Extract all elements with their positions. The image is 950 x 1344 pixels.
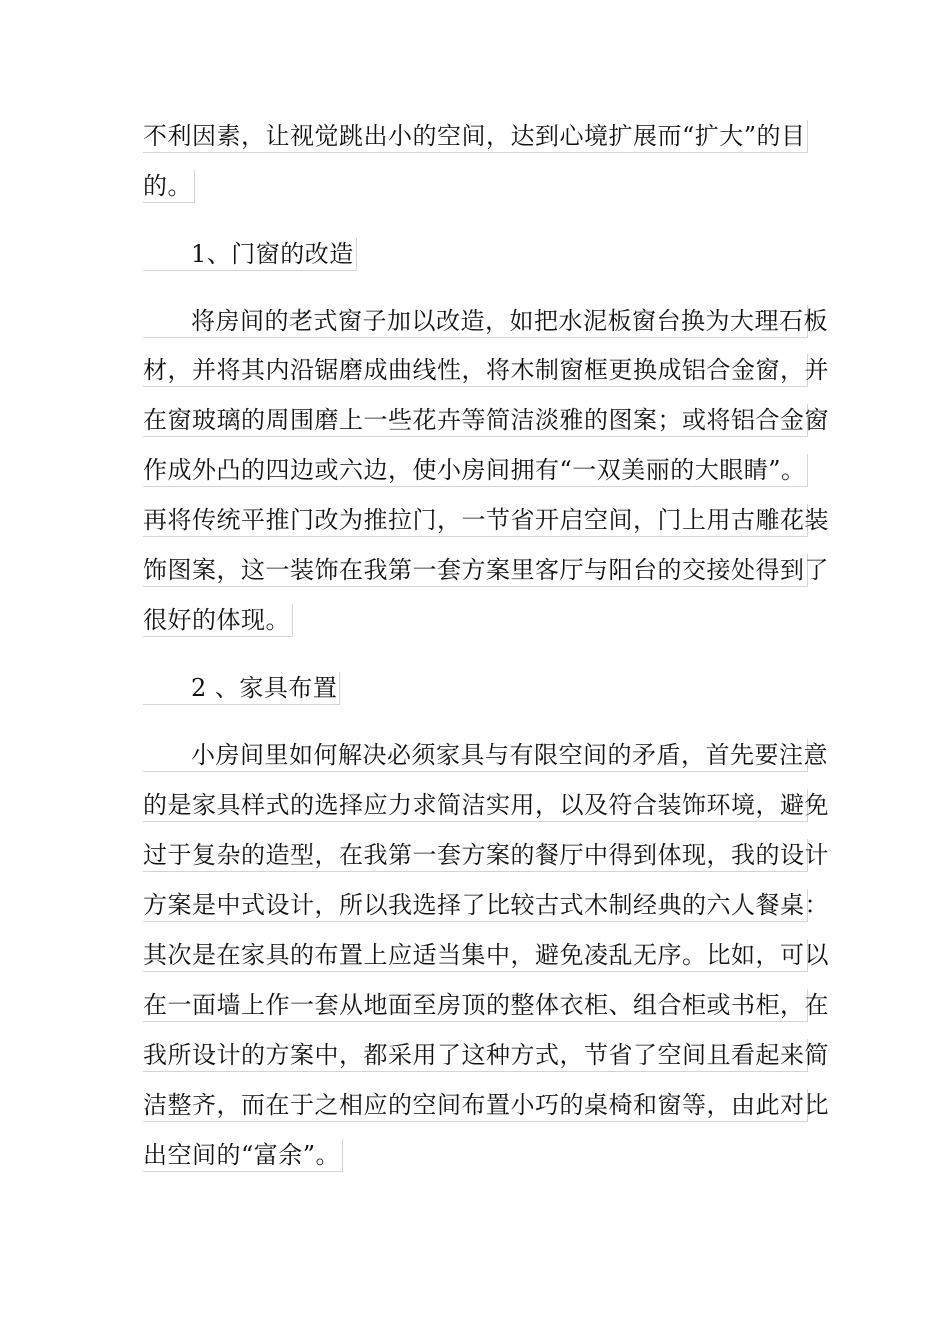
text-line: 材，并将其内沿锯磨成曲线性，将木制窗框更换成铝合金窗，并 (143, 354, 808, 387)
text-line: 其次是在家具的布置上应适当集中，避免凌乱无序。比如，可以 (143, 939, 808, 972)
text-line: 过于复杂的造型，在我第一套方案的餐厅中得到体现，我的设计 (143, 839, 808, 872)
text-line: 不利因素，让视觉跳出小的空间，达到心境扩展而“扩大”的目 (143, 120, 808, 153)
text-line: 在窗玻璃的周围磨上一些花卉等简洁淡雅的图案；或将铝合金窗 (143, 404, 808, 437)
text-line: 在一面墙上作一套从地面至房顶的整体衣柜、组合柜或书柜，在 (143, 989, 808, 1022)
text-line: 的。 (143, 170, 195, 203)
section-heading: 2 、家具布置 (143, 672, 340, 705)
text-line: 饰图案，这一装饰在我第一套方案里客厅与阳台的交接处得到了 (143, 554, 808, 587)
text-line: 的是家具样式的选择应力求简洁实用，以及符合装饰环境，避免 (143, 789, 808, 822)
text-line: 作成外凸的四边或六边，使小房间拥有“一双美丽的大眼睛”。 (143, 454, 808, 487)
text-line: 我所设计的方案中，都采用了这种方式，节省了空间且看起来简 (143, 1039, 808, 1072)
text-line: 很好的体现。 (143, 604, 293, 637)
text-line: 将房间的老式窗子加以改造，如把水泥板窗台换为大理石板 (143, 305, 808, 338)
text-line: 小房间里如何解决必须家具与有限空间的矛盾，首先要注意 (143, 739, 808, 772)
text-line: 再将传统平推门改为推拉门，一节省开启空间，门上用古雕花装 (143, 504, 808, 537)
text-line: 洁整齐，而在于之相应的空间布置小巧的桌椅和窗等，由此对比 (143, 1089, 808, 1122)
section-heading: 1、门窗的改造 (143, 238, 357, 271)
text-line: 方案是中式设计，所以我选择了比较古式木制经典的六人餐桌： (143, 889, 808, 922)
text-line: 出空间的“富余”。 (143, 1139, 343, 1172)
